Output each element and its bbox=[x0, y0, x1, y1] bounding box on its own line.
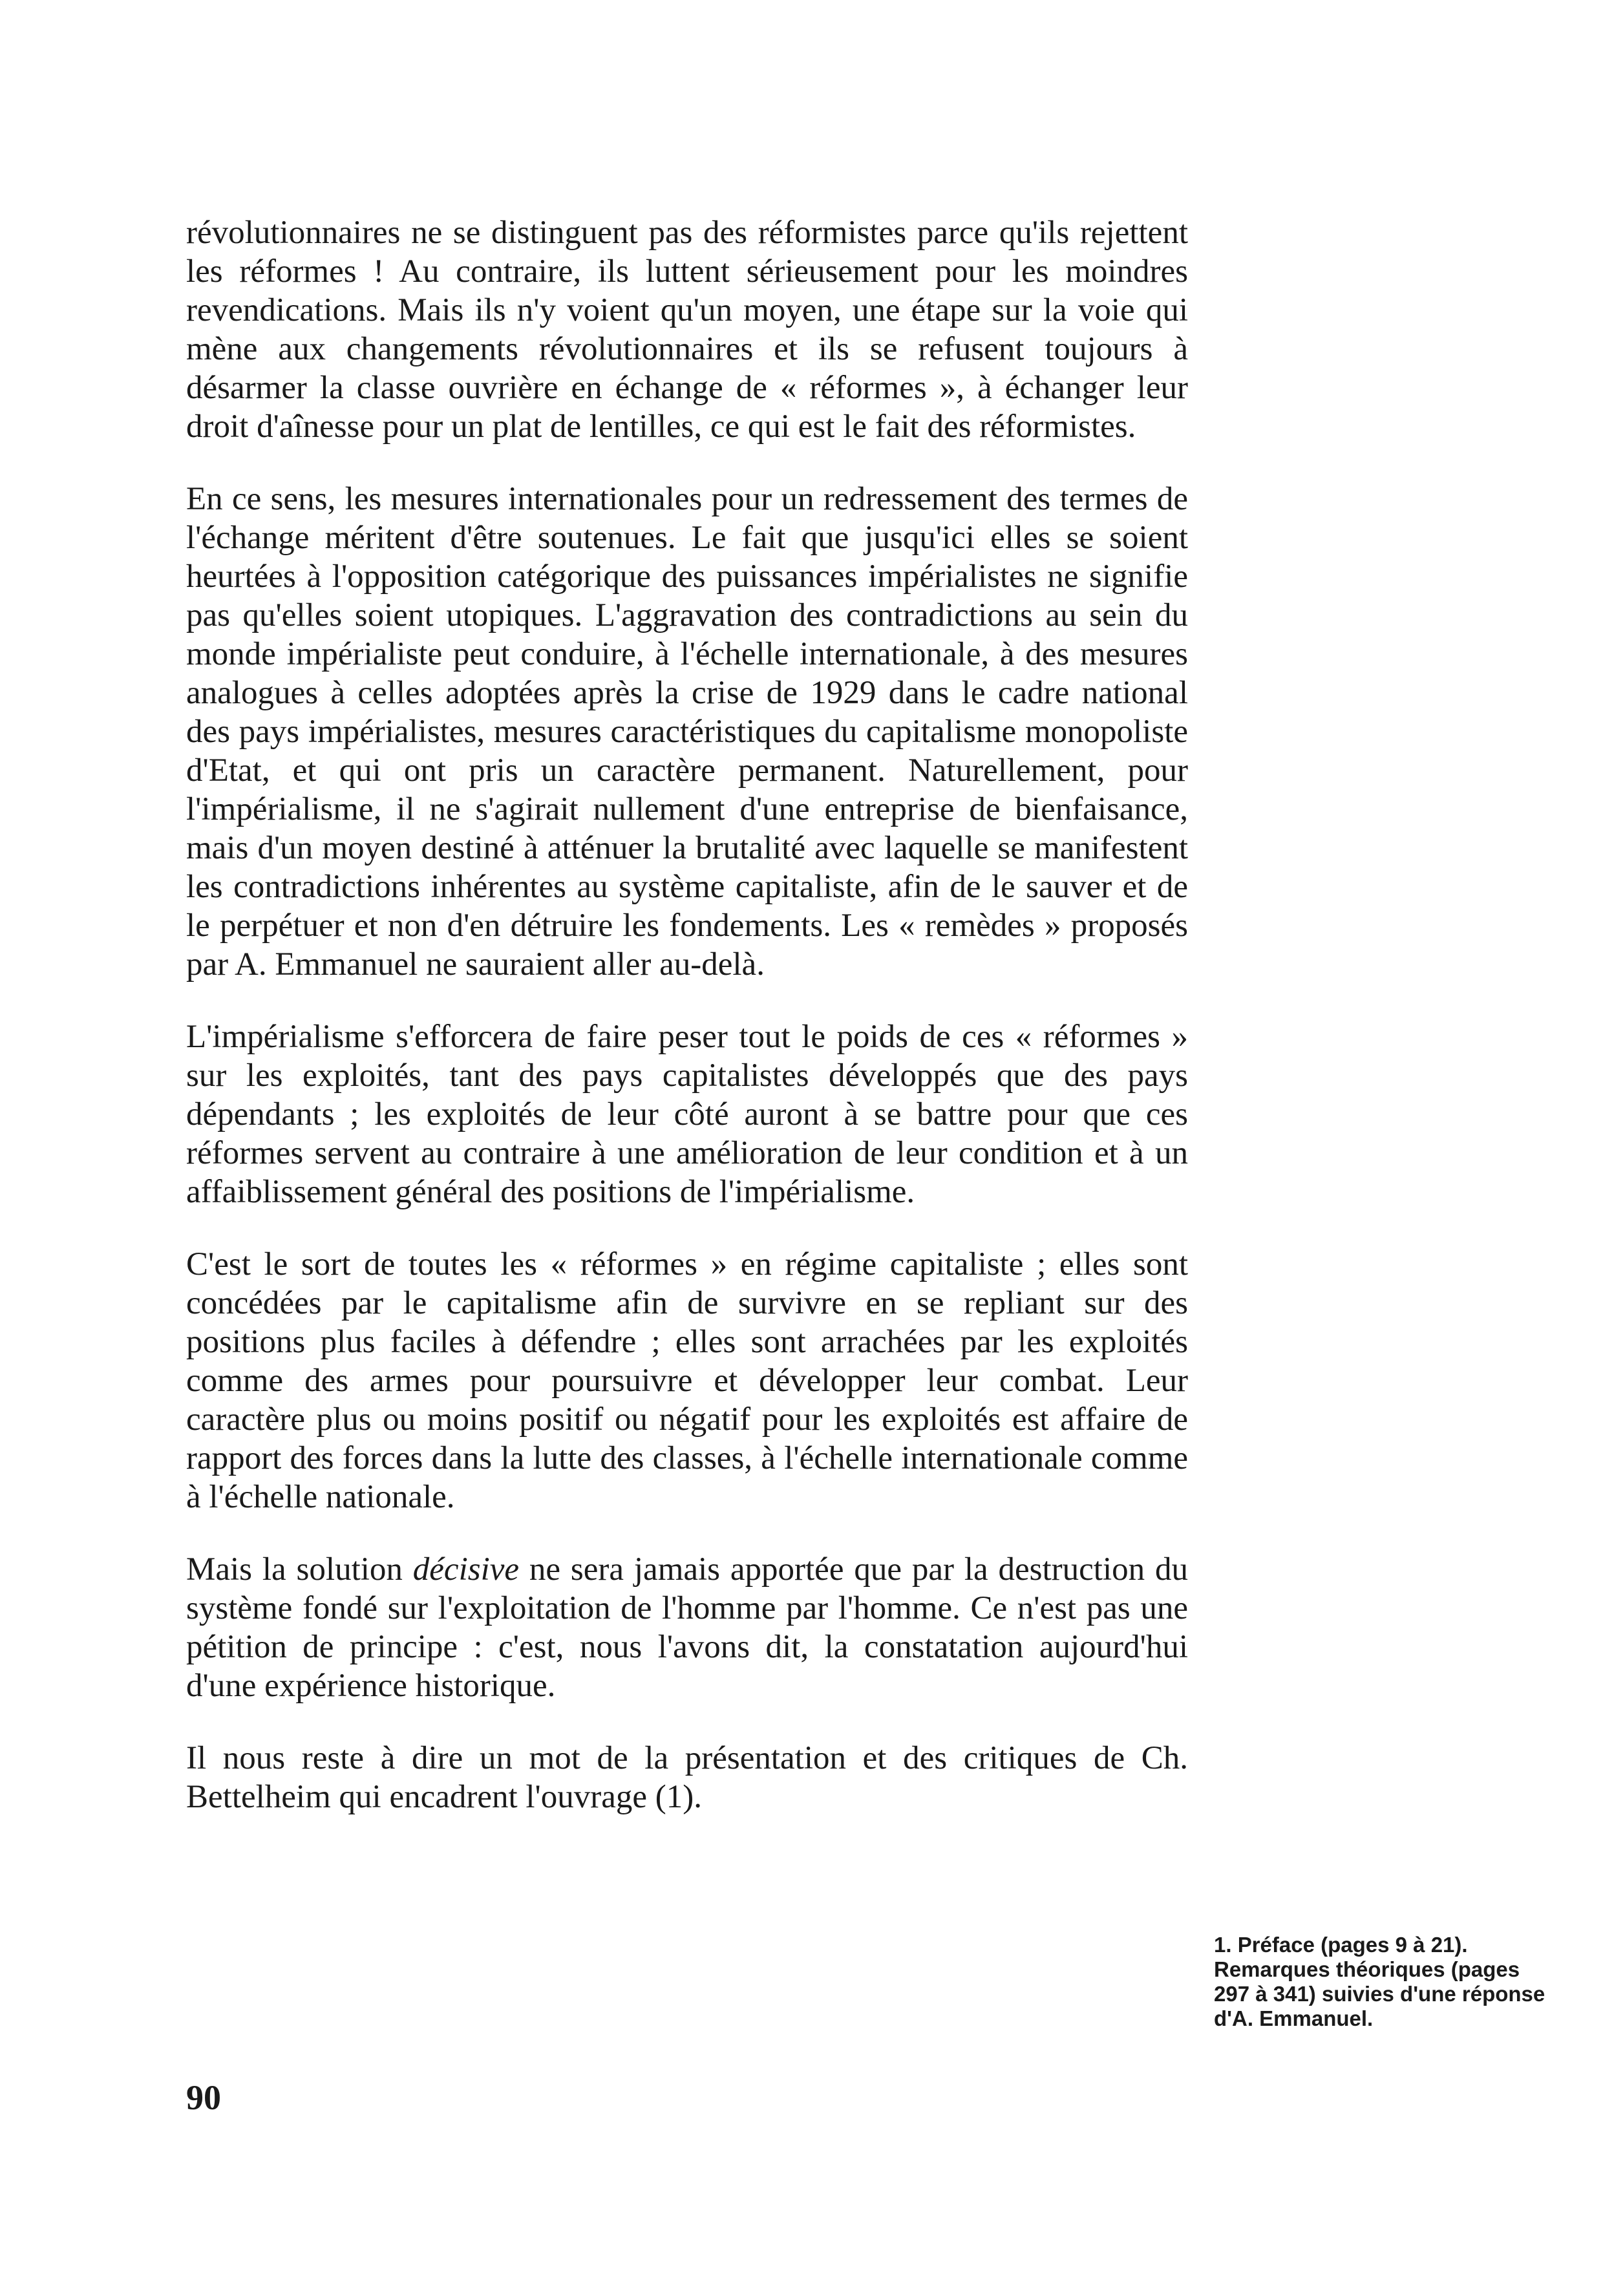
page-number: 90 bbox=[186, 2078, 221, 2117]
paragraph-4: C'est le sort de toutes les « réformes » en régime capitaliste ; elles sont concédées par le capitalisme afin de survivre en se repliant sur des positions plus faciles à défendre ; elles sont arrachées par les exploités comme des armes pour poursuivre et développer leur combat. Leur caractère plus ou moins positif ou négatif pour les exploités est affaire de rapport des forces dans la lutte des classes, à l'échelle internationale comme à l'échelle nationale. bbox=[186, 1246, 1188, 1515]
paragraph-1: révolutionnaires ne se distinguent pas des réformistes parce qu'ils rejettent les réformes ! Au contraire, ils luttent sérieusement pour les moindres revendications. Mais ils n'y voient qu'un moyen, une étape sur la voie qui mène aux changements révolutionnaires et ils se refusent toujours à désarmer la classe ouvrière en échange de « réformes », à échanger leur droit d'aînesse pour un plat de lentilles, ce qui est le fait des réformistes. bbox=[186, 215, 1188, 445]
footnote: 1. Préface (pages 9 à 21). Remarques théoriques (pages 297 à 341) suivies d'une réponse d'A. Emmanuel. bbox=[1214, 1933, 1545, 2030]
paragraph-3: L'impérialisme s'efforcera de faire peser tout le poids de ces « réformes » sur les exploités, tant des pays capitalistes développés que des pays dépendants ; les exploités de leur côté auront à se battre pour que ces réformes servent au contraire à une amélioration de leur condition et à un affaiblissement général des positions de l'impérialisme. bbox=[186, 1019, 1188, 1210]
paragraph-5-end: ne sera jamais apportée que par la destruction du système fondé sur l'exploitation de l'homme par l'homme. Ce n'est pas une pétition de principe : c'est, nous l'avons dit, la constatation aujourd'hui d'une expérience historique. bbox=[186, 1551, 1188, 1704]
paragraph-5-start: Mais la solution bbox=[186, 1551, 413, 1588]
paragraph-5 bbox=[186, 1550, 1188, 1705]
main-text-column bbox=[186, 213, 1188, 1816]
paragraph-6: Il nous reste à dire un mot de la présentation et des critiques de Ch. Bettelheim qui encadrent l'ouvrage (1). bbox=[186, 1740, 1188, 1815]
paragraph-2: En ce sens, les mesures internationales pour un redressement des termes de l'échange méritent d'être soutenues. Le fait que jusqu'ici elles se soient heurtées à l'opposition catégorique des puissances impérialistes ne signifie pas qu'elles soient utopiques. L'aggravation des contradictions au sein du monde impérialiste peut conduire, à l'échelle internationale, à des mesures analogues à celles adoptées après la crise de 1929 dans le cadre national des pays impérialistes, mesures caractéristiques du capitalisme monopoliste d'Etat, et qui ont pris un caractère permanent. Naturellement, pour l'impérialisme, il ne s'agirait nullement d'une entreprise de bienfaisance, mais d'un moyen destiné à atténuer la brutalité avec laquelle se manifestent les contradictions inhérentes au système capitaliste, afin de le sauver et de le perpétuer et non d'en détruire les fondements. Les « remèdes » proposés par A. Emmanuel ne sauraient aller au-delà. bbox=[186, 481, 1188, 983]
emphasis-decisive: décisive bbox=[412, 1551, 520, 1588]
